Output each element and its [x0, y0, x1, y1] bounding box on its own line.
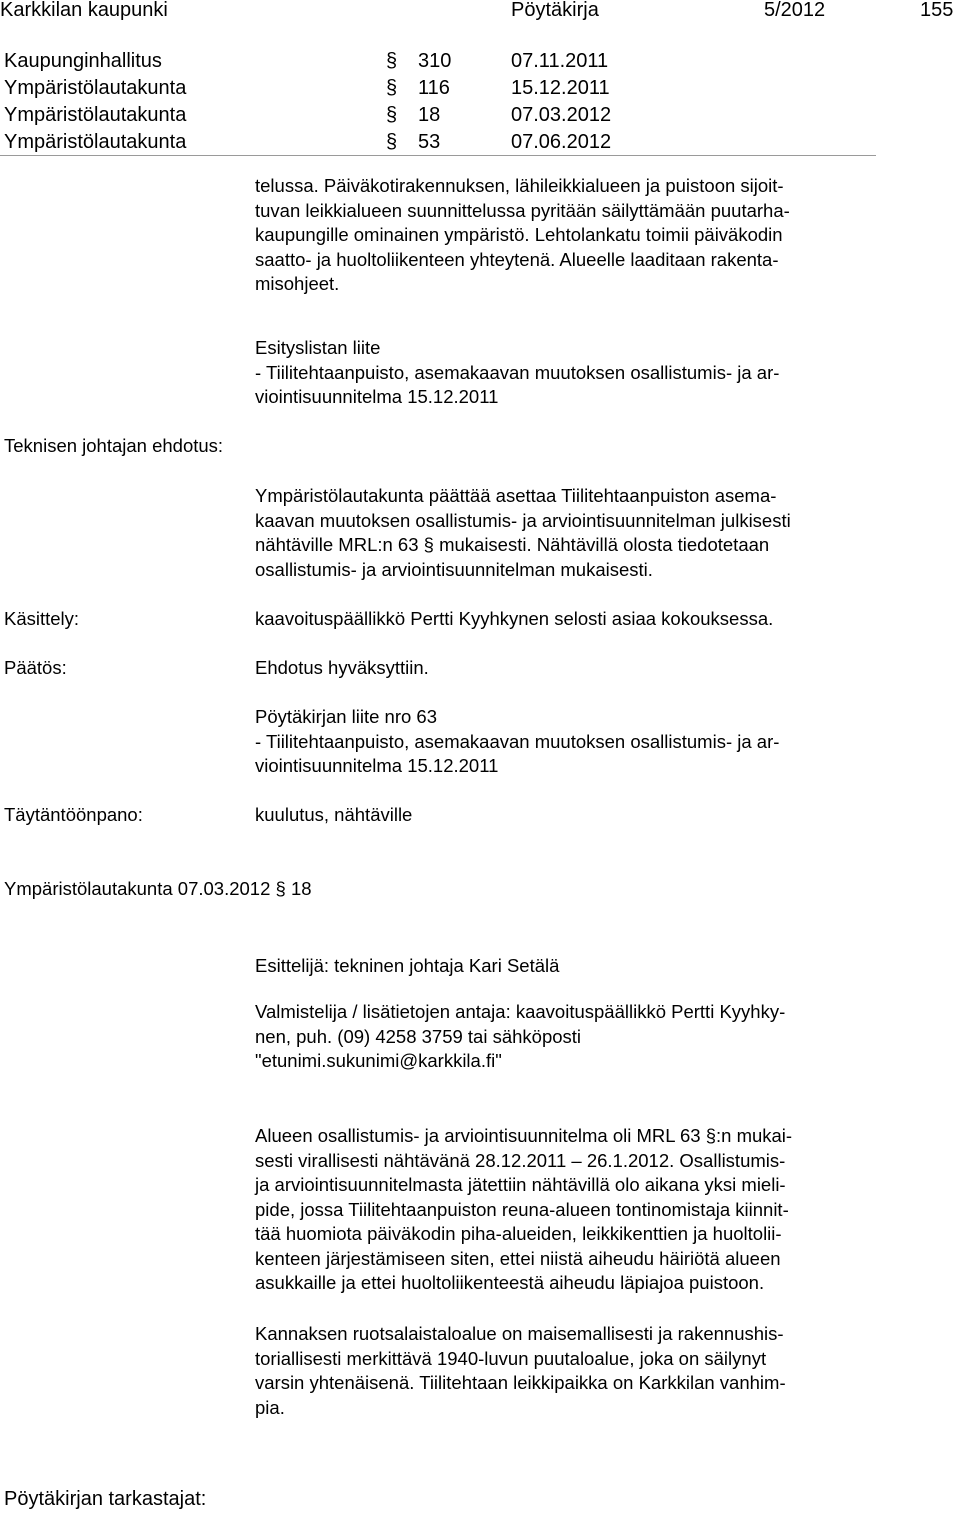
text-line: Ympäristölautakunta päättää asettaa Tiilitehtaanpuiston asema-	[255, 485, 777, 506]
execution-text	[255, 803, 875, 828]
meeting-date: 07.06.2012	[511, 131, 612, 153]
text-line: toriallisesti merkittävä 1940-luvun puutaloalue, joka on säilynyt	[255, 1347, 767, 1369]
meeting-date: 15.12.2011	[511, 77, 610, 99]
section-sign: §	[386, 77, 398, 99]
meeting-date: 07.11.2011	[511, 50, 609, 72]
document-type: Pöytäkirja	[511, 0, 599, 21]
body-paragraph	[255, 1124, 875, 1296]
text-line: Esittelijä: tekninen johtaja Kari Setälä	[255, 955, 560, 976]
meeting-section-number: 53	[418, 131, 441, 153]
signers-label: Pöytäkirjan tarkastajat:	[4, 1488, 207, 1510]
text-line: kuulutus, nähtäville	[255, 804, 413, 825]
section-sign: §	[386, 50, 398, 72]
text-line: misohjeet.	[255, 273, 340, 294]
handling-label: Käsittely:	[4, 608, 80, 629]
presenter-line	[255, 954, 875, 979]
meeting-section-number: 310	[418, 50, 452, 72]
section-sign: §	[386, 131, 398, 153]
text-line: tuvan leikkialueen suunnittelussa pyritään säilyttämään puutarha-	[255, 199, 790, 221]
decision-label: Päätös:	[4, 657, 67, 678]
meeting-body: Ympäristölautakunta	[4, 77, 187, 99]
header-divider	[0, 155, 876, 156]
execution-label: Täytäntöönpano:	[4, 804, 143, 825]
meeting-body: Ympäristölautakunta	[4, 131, 187, 153]
text-line: pia.	[255, 1396, 285, 1418]
meeting-date: 07.03.2012	[511, 104, 612, 126]
text-line: sesti virallisesti nähtävänä 28.12.2011 – 26.1.2012. Osallistumis-	[255, 1149, 786, 1171]
proposal-paragraph	[255, 484, 875, 582]
text-line: kaavoituspäällikkö Pertti Kyyhkynen selosti asiaa kokouksessa.	[255, 608, 774, 629]
text-line: ja arviointisuunnitelmasta jätettiin nähtävillä olo aikana yksi mieli-	[255, 1174, 786, 1195]
meeting-section-number: 116	[418, 77, 450, 99]
text-line: pide, jossa Tiilitehtaanpuiston reuna-alueen tontinomistaja kiinnit-	[255, 1198, 789, 1220]
intro-paragraph	[255, 174, 875, 297]
text-line: asukkaille ja ettei huoltoliikenteestä aiheudu läpiajoa puistoon.	[255, 1272, 765, 1293]
decision-text	[255, 656, 875, 681]
text-line: osallistumis- ja arviointisuunnitelman mukaisesti.	[255, 558, 653, 580]
text-line: saatto- ja huoltoliikenteen yhteytenä. Alueelle laaditaan rakenta-	[255, 248, 779, 270]
text-line: kaupungille ominainen ympäristö. Lehtolankatu toimii päiväkodin	[255, 224, 783, 245]
text-line: telussa. Päiväkotirakennuksen, lähileikkialueen ja puistoon sijoit-	[255, 175, 784, 196]
issue-number: 5/2012	[764, 0, 826, 21]
attachment-reference	[255, 336, 875, 410]
attachment-reference	[255, 705, 875, 779]
org-name: Karkkilan kaupunki	[0, 0, 168, 21]
section-title: Ympäristölautakunta 07.03.2012 § 18	[4, 878, 312, 899]
preparer-block	[255, 1000, 875, 1074]
meeting-body: Ympäristölautakunta	[4, 104, 187, 126]
handling-text	[255, 607, 875, 632]
text-line: Ehdotus hyväksyttiin.	[255, 657, 429, 678]
text-line: nen, puh. (09) 4258 3759 tai sähköposti	[255, 1025, 582, 1047]
text-line: Kannaksen ruotsalaistaloalue on maisemallisesti ja rakennushis-	[255, 1323, 784, 1344]
page-number: 155	[920, 0, 954, 21]
text-line: Esityslistan liite	[255, 337, 381, 358]
text-line: Pöytäkirjan liite nro 63	[255, 706, 438, 727]
text-line: kaavan muutoksen osallistumis- ja arviointisuunnitelman julkisesti	[255, 509, 791, 531]
body-paragraph	[255, 1322, 875, 1420]
text-line: kenteen järjestämiseen siten, ettei niistä aiheudu häiriötä alueen	[255, 1247, 781, 1269]
text-line: Valmistelija / lisätietojen antaja: kaavoituspäällikkö Pertti Kyyhky-	[255, 1001, 786, 1022]
section-sign: §	[386, 104, 398, 126]
text-line: varsin yhtenäisenä. Tiilitehtaan leikkipaikka on Karkkilan vanhim-	[255, 1372, 786, 1393]
text-line: nähtäville MRL:n 63 § mukaisesti. Nähtävillä olosta tiedotetaan	[255, 534, 770, 555]
proposal-label: Teknisen johtajan ehdotus:	[4, 435, 224, 456]
text-line: viointisuunnitelma 15.12.2011	[255, 386, 499, 407]
text-line: - Tiilitehtaanpuisto, asemakaavan muutoksen osallistumis- ja ar-	[255, 730, 780, 752]
meeting-section-number: 18	[418, 104, 441, 126]
text-line: Alueen osallistumis- ja arviointisuunnitelma oli MRL 63 §:n mukai-	[255, 1125, 793, 1146]
text-line: - Tiilitehtaanpuisto, asemakaavan muutoksen osallistumis- ja ar-	[255, 361, 780, 383]
text-line: "etunimi.sukunimi@karkkila.fi"	[255, 1050, 502, 1071]
text-line: tää huomiota päiväkodin piha-alueiden, leikkikenttien ja huoltolii-	[255, 1223, 782, 1244]
meeting-body: Kaupunginhallitus	[4, 50, 162, 72]
text-line: viointisuunnitelma 15.12.2011	[255, 755, 499, 776]
